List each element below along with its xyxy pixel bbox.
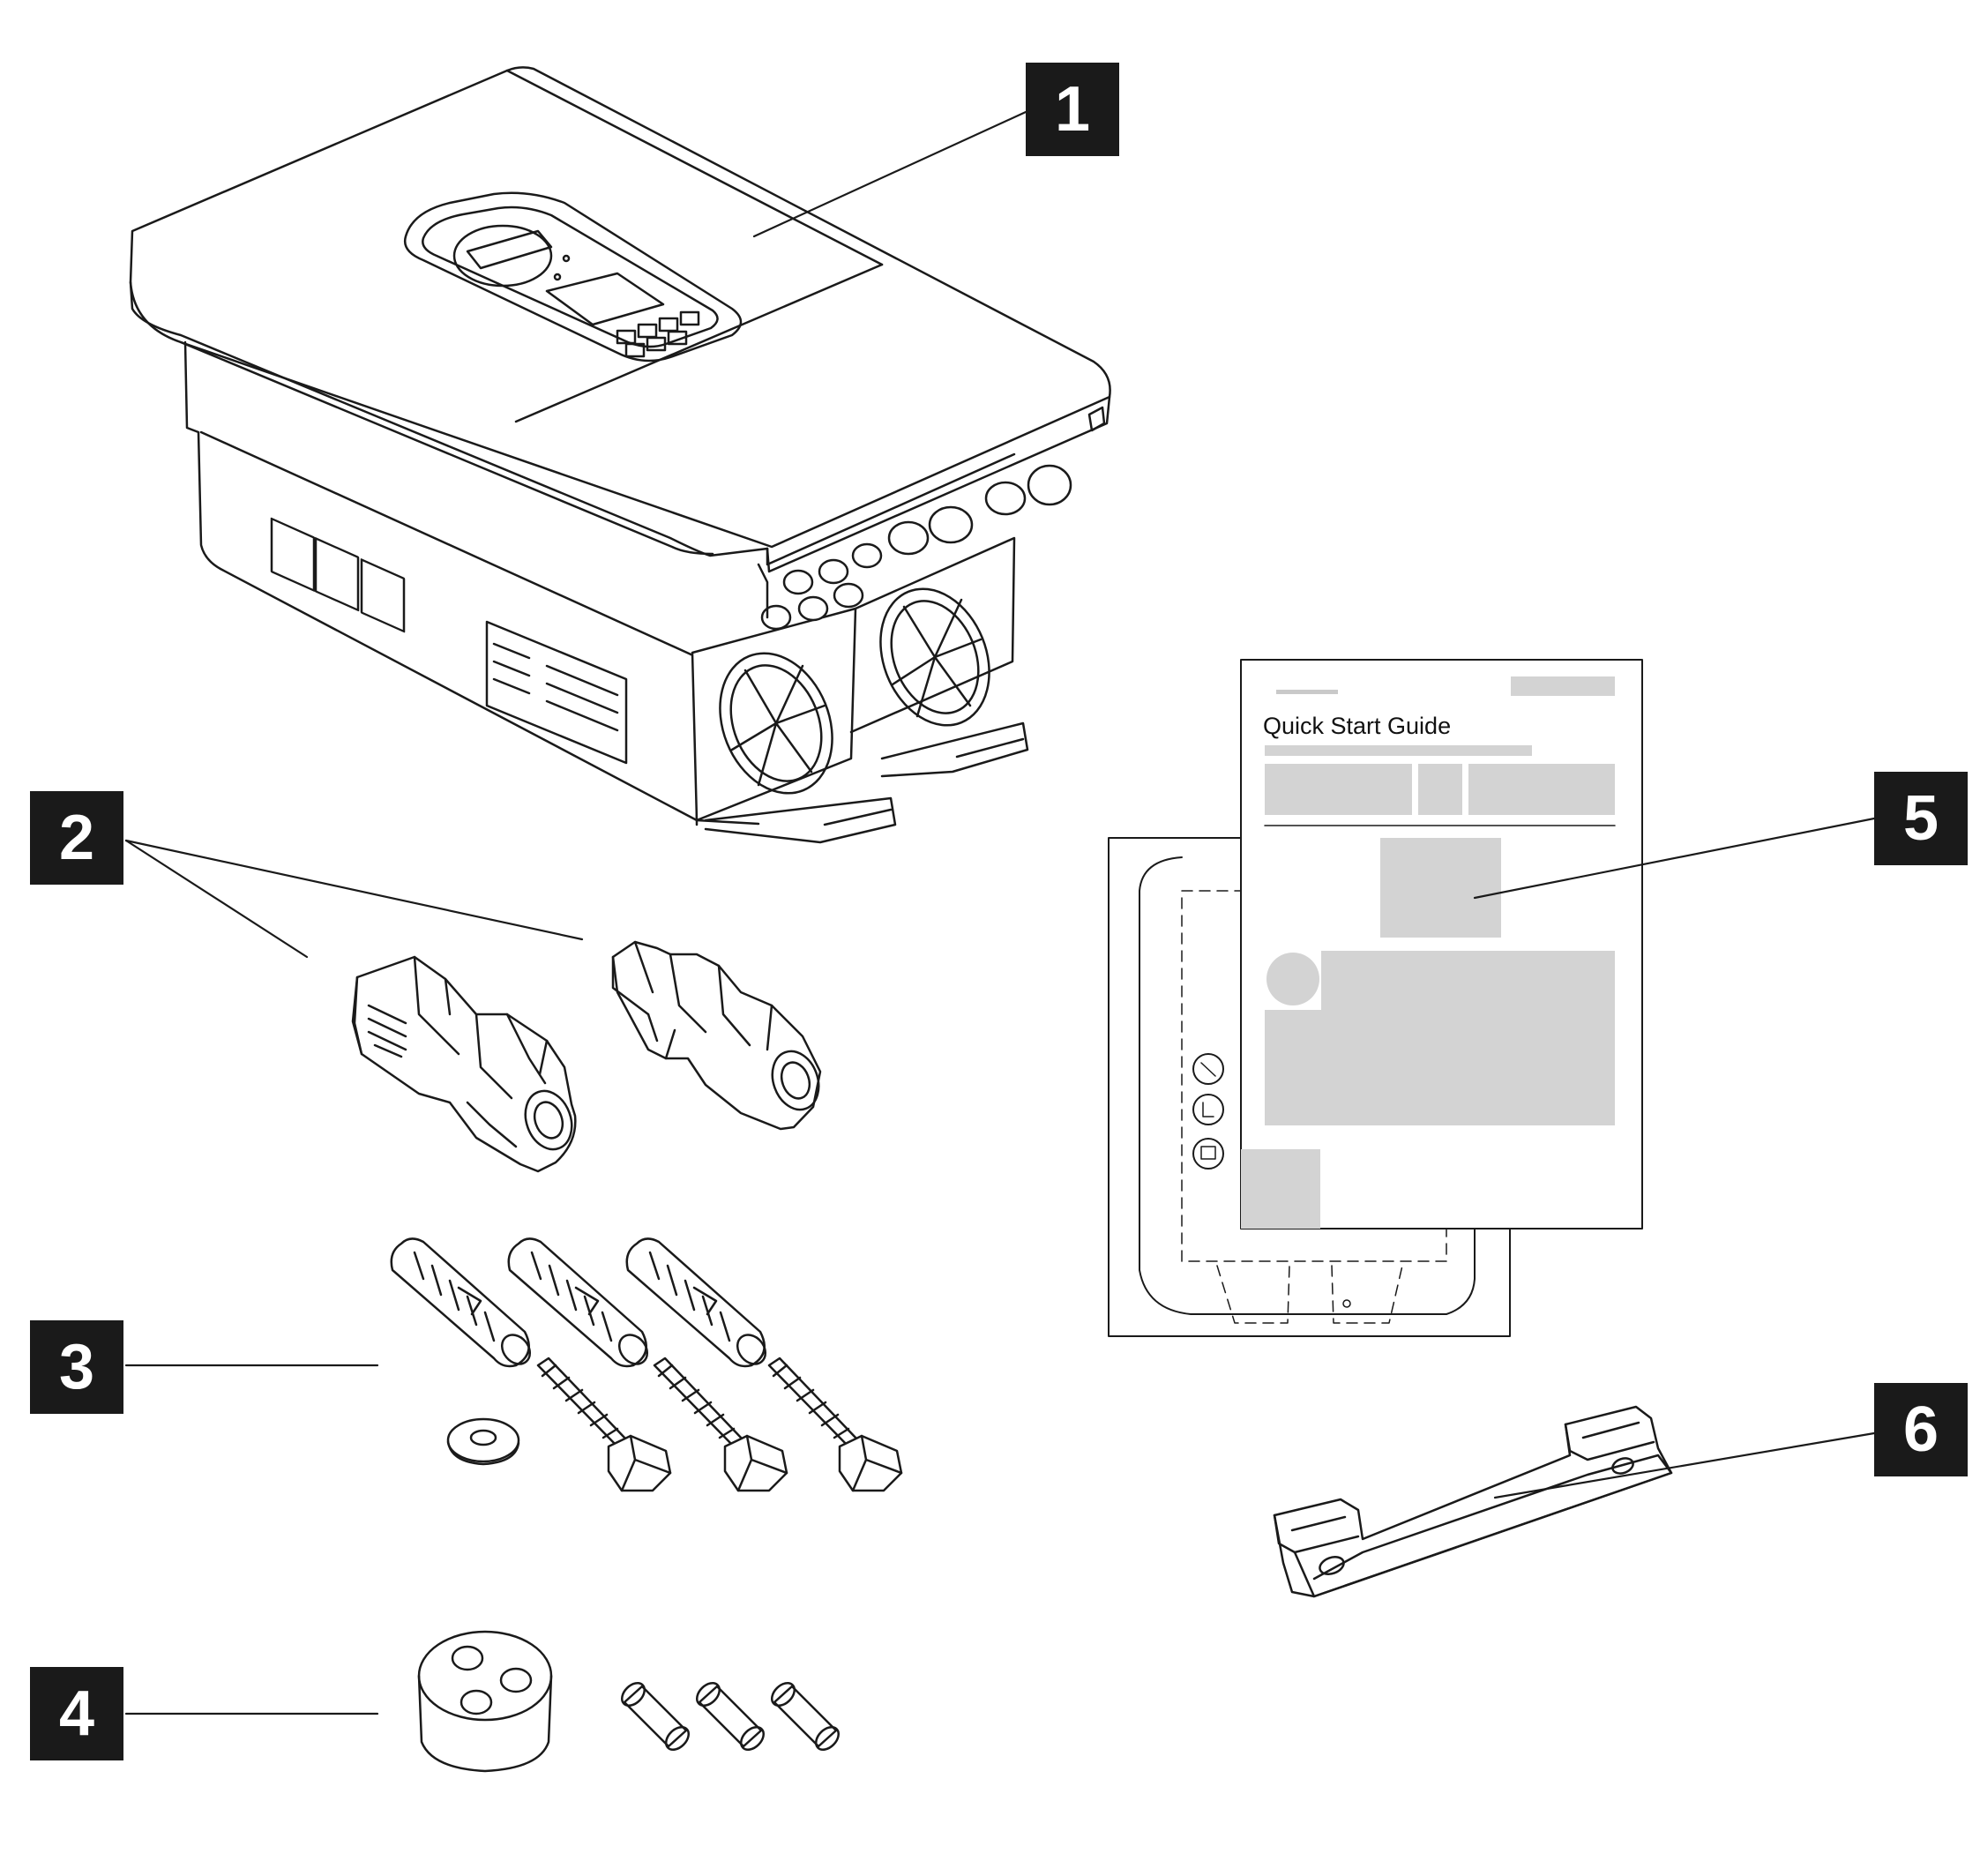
- callout-4-badge: 4: [30, 1667, 123, 1760]
- callout-3-badge: 3: [30, 1320, 123, 1414]
- wall-plugs-and-screws-illustration: [392, 1238, 901, 1491]
- callout-1-badge: 1: [1026, 63, 1119, 156]
- leader-line-2b: [126, 841, 582, 939]
- cable-seal-and-plugs-illustration: [419, 1632, 843, 1771]
- callout-6-badge: 6: [1874, 1383, 1968, 1476]
- callout-2-badge: 2: [30, 791, 123, 885]
- dc-connectors-illustration: [353, 942, 826, 1171]
- callout-5-badge: 5: [1874, 772, 1968, 865]
- leader-line-2a: [126, 841, 307, 957]
- wall-bracket-illustration: [1274, 1407, 1671, 1596]
- documentation-illustration: [1109, 660, 1642, 1336]
- leader-line-1: [754, 112, 1026, 236]
- inverter-illustration: [131, 67, 1110, 842]
- quick-start-guide-title: Quick Start Guide: [1263, 713, 1452, 739]
